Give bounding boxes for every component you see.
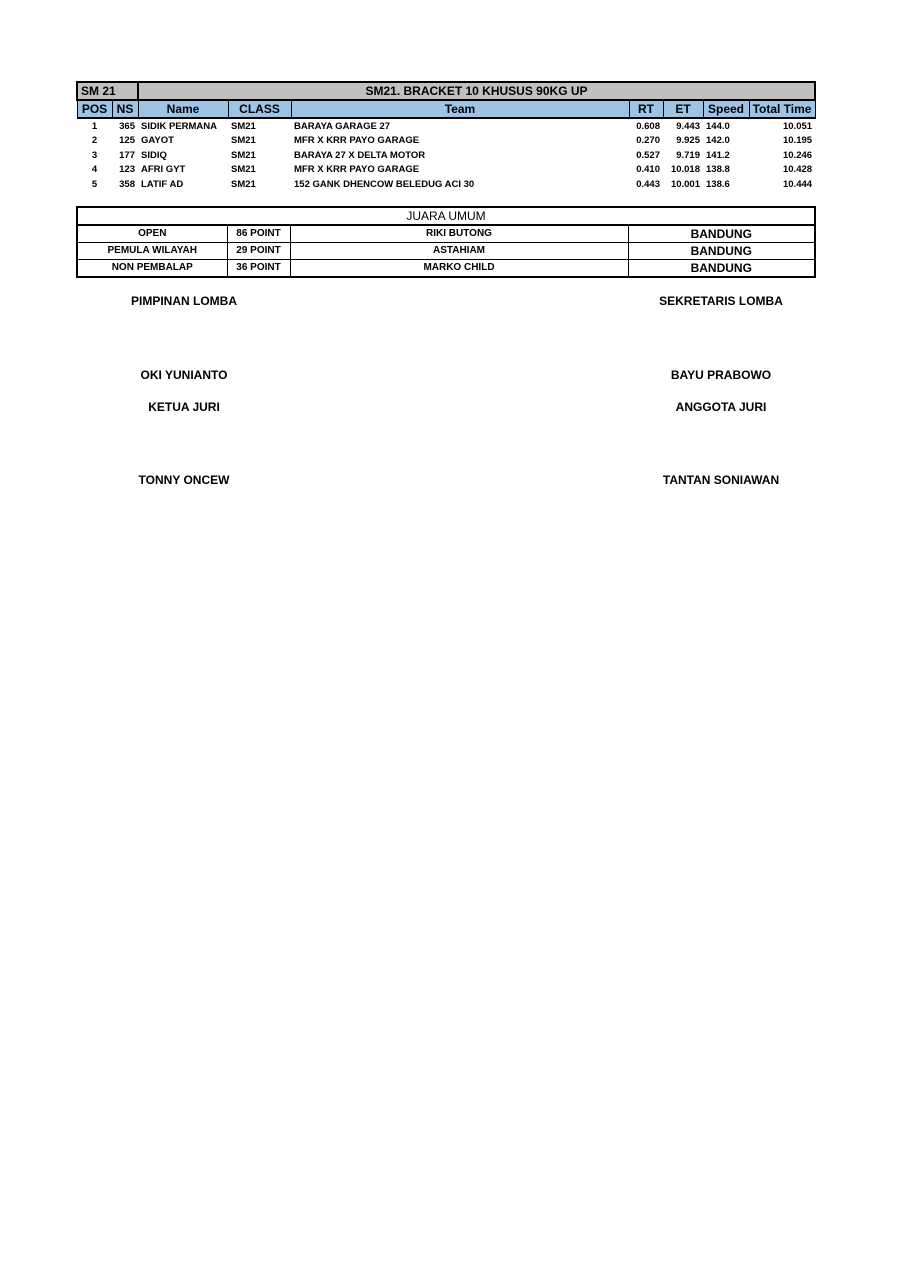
col-header-name: Name [138, 100, 228, 118]
juara-points: 36 POINT [227, 259, 290, 277]
anggota-juri-name: TANTAN SONIAWAN [662, 473, 780, 487]
table-row [77, 177, 815, 192]
cell-class: SM21 [231, 120, 256, 132]
cell-speed: 138.8 [706, 164, 730, 176]
cell-class: SM21 [231, 178, 256, 190]
cell-total-time: 10.428 [782, 164, 813, 176]
cell-team: 152 GANK DHENCOW BELEDUG ACI 30 [294, 178, 475, 190]
cell-total-time: 10.051 [782, 120, 813, 132]
col-header-total-time: Total Time [749, 100, 815, 118]
cell-pos: 5 [91, 178, 98, 190]
cell-total-time: 10.444 [782, 178, 813, 190]
anggota-juri-title: ANGGOTA JURI [675, 400, 767, 414]
cell-speed: 138.6 [706, 178, 730, 190]
cell-name: SIDIK PERMANA [141, 120, 218, 132]
ketua-juri-name: TONNY ONCEW [138, 473, 230, 487]
pimpinan-lomba-name: OKI YUNIANTO [140, 368, 228, 382]
cell-et: 10.018 [670, 164, 700, 176]
pimpinan-lomba-title: PIMPINAN LOMBA [131, 294, 237, 308]
col-header-et: ET [663, 100, 703, 118]
juara-row [77, 259, 815, 277]
juara-category: NON PEMBALAP [77, 259, 227, 277]
table-row [77, 134, 815, 149]
table-row [77, 148, 815, 163]
cell-team: MFR X KRR PAYO GARAGE [294, 135, 420, 147]
results-table [76, 81, 816, 192]
cell-speed: 142.0 [706, 135, 730, 147]
cell-et: 9.925 [676, 135, 700, 147]
col-header-rt: RT [629, 100, 663, 118]
sekretaris-lomba-title: SEKRETARIS LOMBA [659, 294, 783, 308]
cell-pos: 4 [91, 164, 98, 176]
table-row [77, 163, 815, 178]
ketua-juri-title: KETUA JURI [148, 400, 220, 414]
cell-pos: 2 [91, 135, 98, 147]
juara-city: BANDUNG [628, 225, 815, 243]
cell-rt: 0.410 [636, 164, 660, 176]
cell-pos: 3 [91, 149, 98, 161]
cell-ns: 358 [119, 178, 135, 190]
juara-umum-title: JUARA UMUM [77, 207, 815, 225]
cell-rt: 0.608 [636, 120, 660, 132]
juara-points: 29 POINT [227, 242, 290, 259]
cell-total-time: 10.195 [782, 135, 813, 147]
cell-name: GAYOT [141, 135, 174, 147]
juara-points: 86 POINT [227, 225, 290, 243]
col-header-speed: Speed [703, 100, 749, 118]
event-title: SM21. BRACKET 10 KHUSUS 90KG UP [138, 82, 815, 100]
class-code: SM 21 [77, 82, 138, 100]
cell-rt: 0.527 [636, 149, 660, 161]
cell-ns: 123 [119, 164, 135, 176]
cell-ns: 177 [119, 149, 135, 161]
sekretaris-lomba-name: BAYU PRABOWO [670, 368, 772, 382]
column-header-row [77, 100, 815, 118]
cell-team: BARAYA GARAGE 27 [294, 120, 391, 132]
juara-name: ASTAHIAM [290, 242, 628, 259]
cell-et: 10.001 [670, 178, 700, 190]
cell-name: AFRI GYT [141, 164, 186, 176]
cell-et: 9.719 [676, 149, 700, 161]
cell-rt: 0.270 [636, 135, 660, 147]
col-header-pos: POS [77, 100, 112, 118]
juara-umum-table [76, 206, 816, 278]
cell-class: SM21 [231, 164, 256, 176]
cell-name: LATIF AD [141, 178, 184, 190]
juara-name: RIKI BUTONG [290, 225, 628, 243]
results-sheet [76, 81, 814, 278]
table-row [77, 118, 815, 134]
col-header-class: CLASS [228, 100, 291, 118]
juara-city: BANDUNG [628, 242, 815, 259]
juara-category: PEMULA WILAYAH [77, 242, 227, 259]
juara-row [77, 225, 815, 243]
cell-name: SIDIQ [141, 149, 167, 161]
cell-et: 9.443 [676, 120, 700, 132]
col-header-ns: NS [112, 100, 138, 118]
juara-city: BANDUNG [628, 259, 815, 277]
juara-category: OPEN [77, 225, 227, 243]
cell-speed: 144.0 [706, 120, 730, 132]
cell-ns: 125 [119, 135, 135, 147]
cell-rt: 0.443 [636, 178, 660, 190]
cell-pos: 1 [91, 120, 98, 132]
cell-total-time: 10.246 [782, 149, 813, 161]
cell-class: SM21 [231, 149, 256, 161]
cell-team: MFR X KRR PAYO GARAGE [294, 164, 420, 176]
col-header-team: Team [291, 100, 629, 118]
cell-team: BARAYA 27 X DELTA MOTOR [294, 149, 426, 161]
cell-speed: 141.2 [706, 149, 730, 161]
juara-umum-header-row [77, 207, 815, 225]
cell-ns: 365 [119, 120, 135, 132]
juara-row [77, 242, 815, 259]
juara-name: MARKO CHILD [290, 259, 628, 277]
results-title-row [77, 82, 815, 100]
cell-class: SM21 [231, 135, 256, 147]
